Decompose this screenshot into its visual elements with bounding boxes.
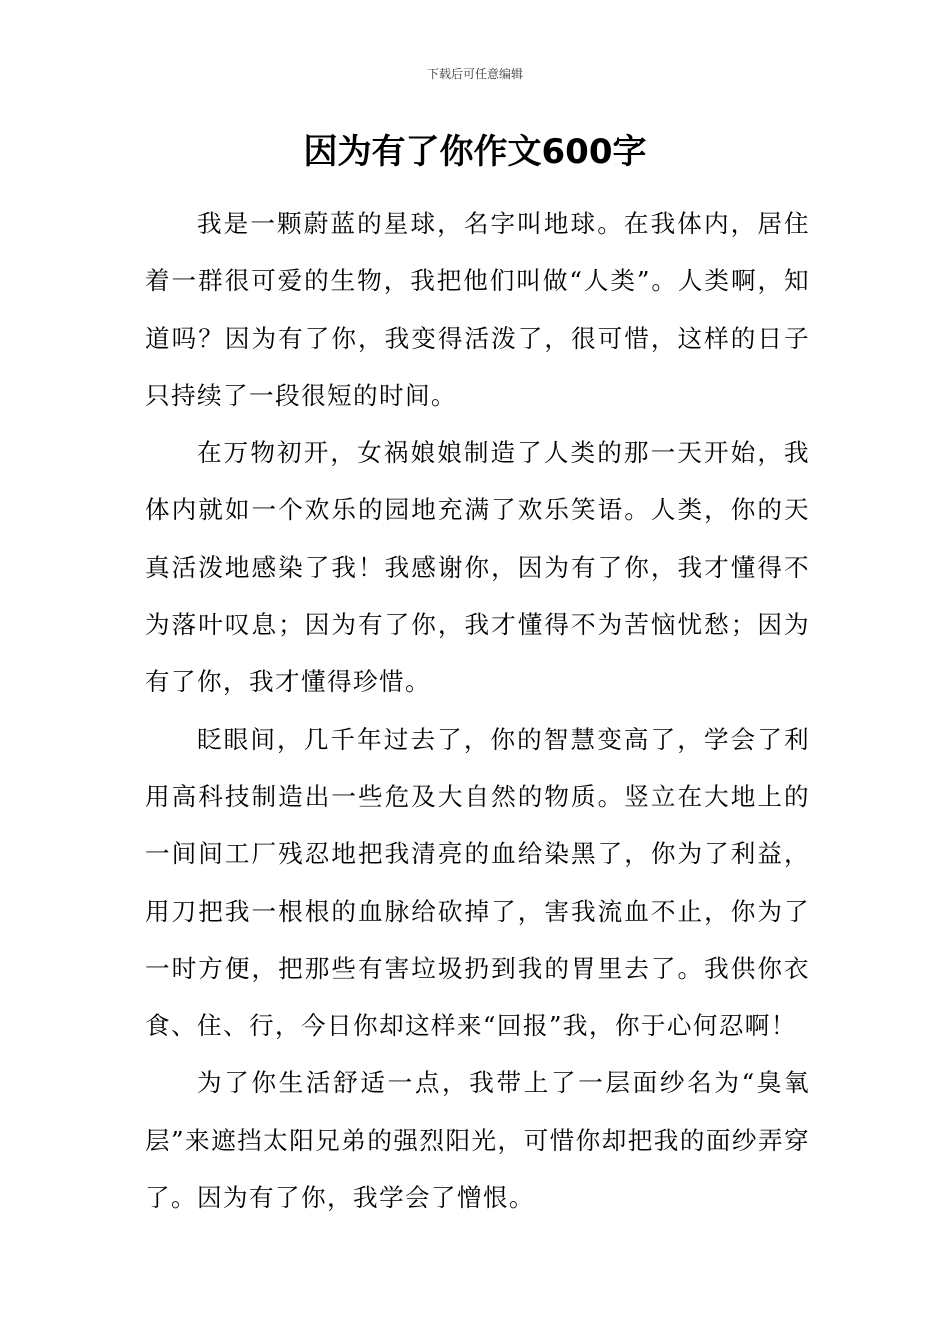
header-note: 下载后可任意编辑 bbox=[426, 67, 523, 81]
document-title: 因为有了你作文600字 bbox=[303, 132, 647, 172]
paragraph: 眨眼间，几千年过去了，你的智慧变高了，学会了利用高科技制造出一些危及大自然的物质。竖立在大地上的一间间工厂残忍地把我清亮的血给染黑了，你为了利益，用刀把我一根根的血脉给砍掉了，害我流血不止，你为了一时方便，把那些有害垃圾扔到我的胃里去了。我供你衣食、住、行，今日你却这样来“回报”我，你于心何忍啊！ bbox=[145, 724, 810, 1041]
paragraph: 在万物初开，女祸娘娘制造了人类的那一天开始，我体内就如一个欢乐的园地充满了欢乐笑语。人类，你的天真活泼地感染了我！我感谢你，因为有了你，我才懂得不为落叶叹息；因为有了你，我才懂得不为苦恼忧愁；因为有了你，我才懂得珍惜。 bbox=[145, 438, 810, 697]
paragraph: 为了你生活舒适一点，我带上了一层面纱名为“臭氧层”来遮挡太阳兄弟的强烈阳光，可惜你却把我的面纱弄穿了。因为有了你，我学会了憎恨。 bbox=[145, 1068, 810, 1213]
essay-body bbox=[145, 195, 810, 1226]
paragraph: 我是一颗蔚蓝的星球，名字叫地球。在我体内，居住着一群很可爱的生物，我把他们叫做“人类”。人类啊，知道吗？因为有了你，我变得活泼了，很可惜，这样的日子只持续了一段很短的时间。 bbox=[145, 209, 810, 410]
